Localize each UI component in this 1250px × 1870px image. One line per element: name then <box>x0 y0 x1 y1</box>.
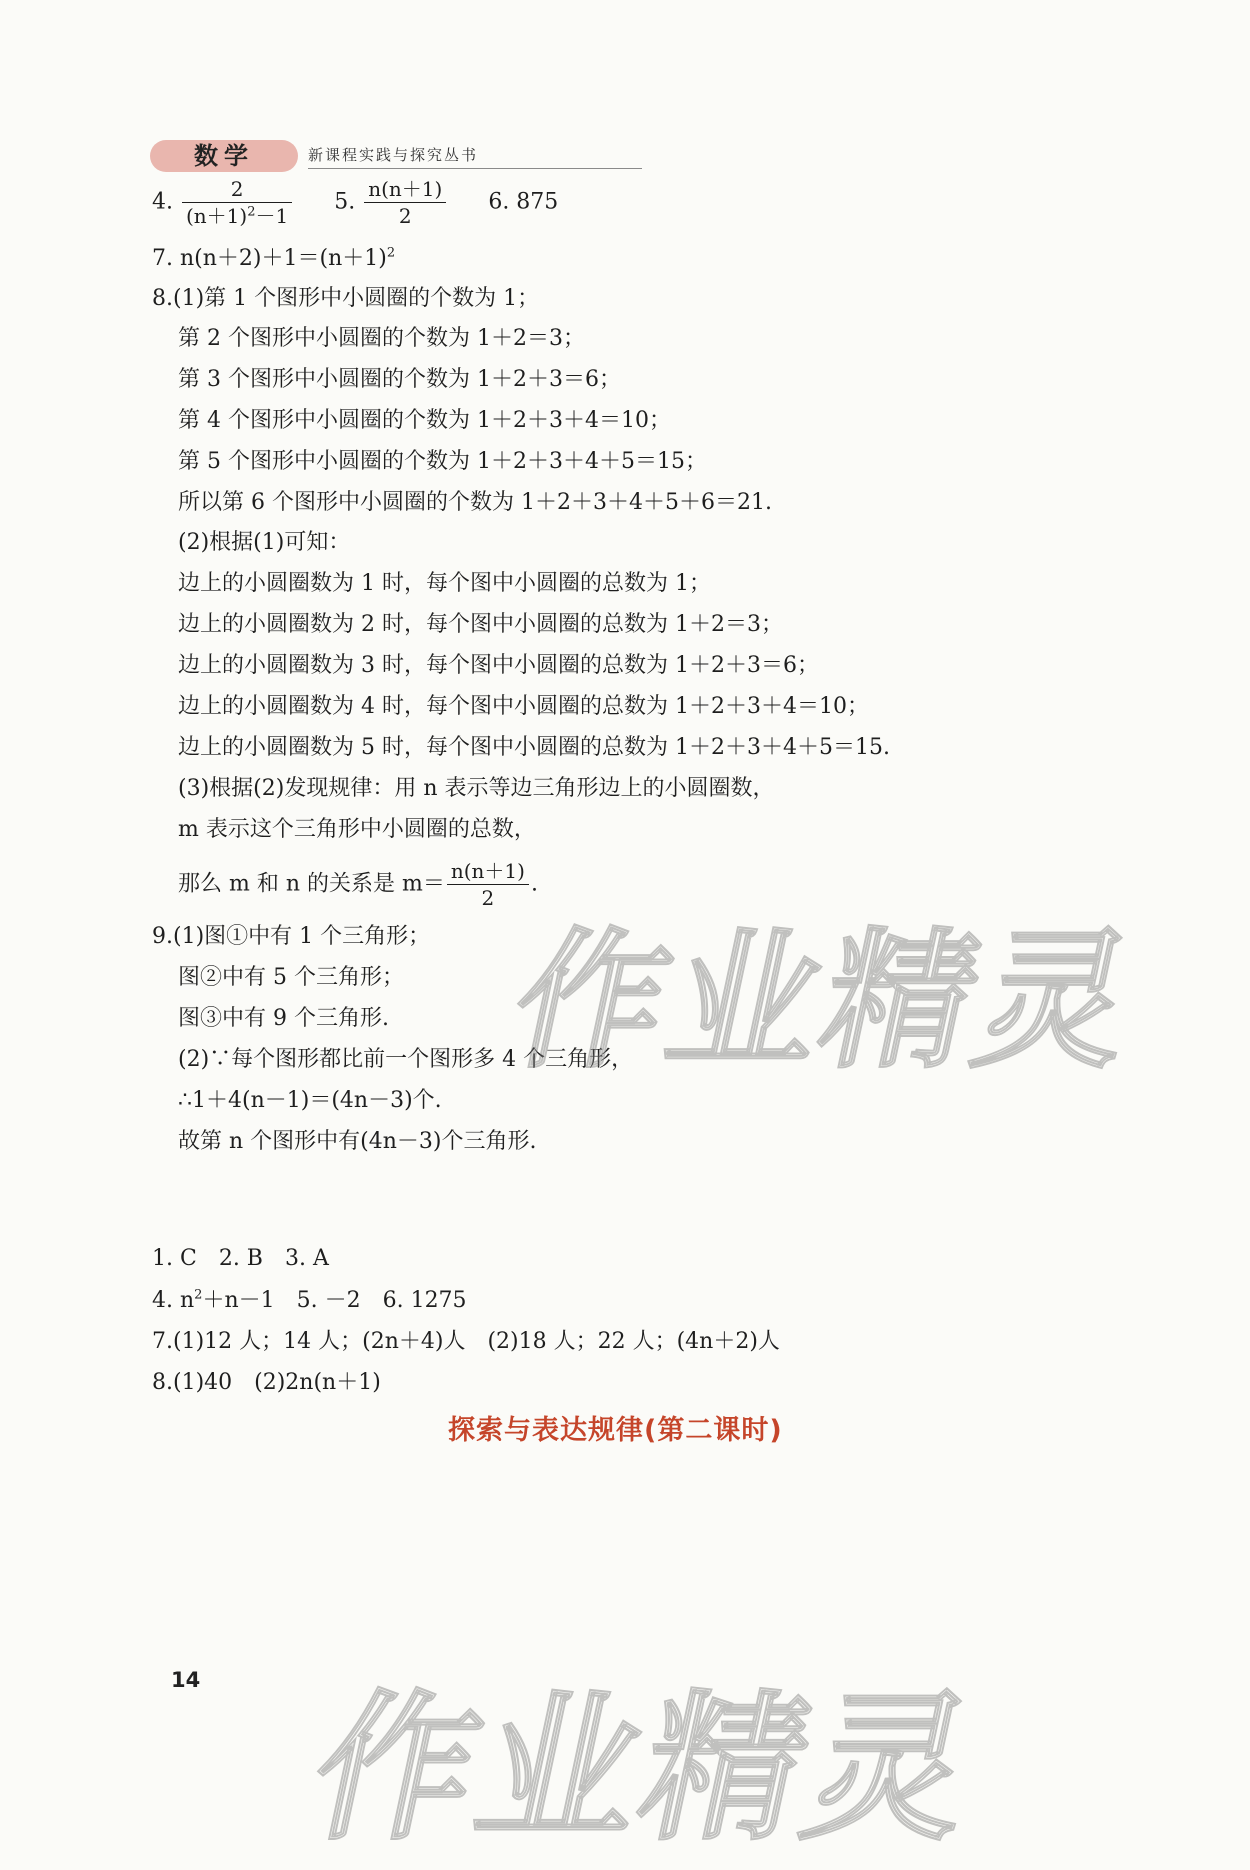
answer-line: 图③中有 9 个三角形. <box>178 1006 389 1031</box>
answer-line: 图②中有 5 个三角形； <box>178 965 404 990</box>
answer-line: (3)根据(2)发现规律：用 n 表示等边三角形边上的小圆圈数， <box>178 776 775 801</box>
answer-line: (2)根据(1)可知： <box>178 530 351 555</box>
answer-4b-text: 4. n <box>152 1288 195 1313</box>
page-number: 14 <box>171 1668 201 1692</box>
denominator-base: (n＋1) <box>186 204 248 228</box>
exponent: 2 <box>194 1287 203 1303</box>
answer-line: (2)∵每个图形都比前一个图形多 4 个三角形， <box>178 1047 634 1072</box>
section-title: 探索与表达规律(第二课时) <box>448 1415 783 1446</box>
exponent: 2 <box>247 204 256 220</box>
header-rule <box>308 168 642 169</box>
answer-line: 第 4 个图形中小圆圈的个数为 1＋2＋3＋4＝10； <box>178 408 671 433</box>
answer-line: 7.(1)12 人；14 人；(2n＋4)人 (2)18 人；22 人；(4n＋2)人 <box>152 1329 780 1354</box>
answer-4b-rest: ＋n－1 5. －2 6. 1275 <box>202 1288 467 1313</box>
relation-fraction <box>447 858 529 911</box>
fraction-numerator: n(n＋1) <box>368 177 443 201</box>
page-header <box>150 136 490 176</box>
series-title: 新课程实践与探究丛书 <box>308 146 479 164</box>
subject-badge: 数学 <box>150 140 298 172</box>
fraction-denominator <box>182 202 292 229</box>
watermark: 作业精灵 <box>297 1675 994 1862</box>
answer-7-text: 7. n(n＋2)＋1＝(n＋1) <box>152 246 387 271</box>
answer-line: 边上的小圆圈数为 2 时，每个图中小圆圈的总数为 1＋2＝3； <box>178 612 783 637</box>
answer-line-relation <box>178 858 538 911</box>
fraction-denominator: 2 <box>364 202 446 229</box>
answer-line: 故第 n 个图形中有(4n－3)个三角形. <box>178 1129 537 1154</box>
answer-5-label: 5. <box>334 189 356 215</box>
answer-line: ∴1＋4(n－1)＝(4n－3)个. <box>178 1088 442 1113</box>
answer-line: 第 5 个图形中小圆圈的个数为 1＋2＋3＋4＋5＝15； <box>178 449 707 474</box>
answer-line-4-6b <box>152 1286 467 1316</box>
fraction-numerator: 2 <box>230 177 244 201</box>
answer-line-7 <box>152 244 395 274</box>
answer-6: 6. 875 <box>488 189 559 215</box>
answer-line: 8.(1)40 (2)2n(n＋1) <box>152 1370 381 1395</box>
answer-line: 边上的小圆圈数为 1 时，每个图中小圆圈的总数为 1； <box>178 571 711 596</box>
answer-4-fraction <box>182 176 292 229</box>
answer-5-fraction <box>364 176 446 229</box>
answer-line: 边上的小圆圈数为 5 时，每个图中小圆圈的总数为 1＋2＋3＋4＋5＝15. <box>178 735 890 760</box>
answer-line: m 表示这个三角形中小圆圈的总数， <box>178 817 536 842</box>
fraction-numerator: n(n＋1) <box>450 859 525 883</box>
watermark: 作业精灵 <box>498 915 1152 1089</box>
relation-period: . <box>530 871 538 897</box>
answer-line: 第 2 个图形中小圆圈的个数为 1＋2＝3； <box>178 326 585 351</box>
answer-4-label: 4. <box>152 189 173 215</box>
answer-line: 9.(1)图①中有 1 个三角形； <box>152 924 431 949</box>
answer-line: 第 3 个图形中小圆圈的个数为 1＋2＋3＝6； <box>178 367 621 392</box>
answer-line-4-6 <box>152 176 558 229</box>
answer-line: 边上的小圆圈数为 4 时，每个图中小圆圈的总数为 1＋2＋3＋4＝10； <box>178 694 869 719</box>
relation-text: 那么 m 和 n 的关系是 m＝ <box>178 871 445 897</box>
denominator-rest: －1 <box>255 204 289 228</box>
answer-line: 8.(1)第 1 个图形中小圆圈的个数为 1； <box>152 286 540 311</box>
answer-line: 所以第 6 个图形中小圆圈的个数为 1＋2＋3＋4＋5＋6＝21. <box>178 490 772 515</box>
answer-line: 1. C 2. B 3. A <box>152 1246 329 1271</box>
exponent: 2 <box>386 245 396 261</box>
answer-line: 边上的小圆圈数为 3 时，每个图中小圆圈的总数为 1＋2＋3＝6； <box>178 653 819 678</box>
fraction-denominator: 2 <box>447 884 529 911</box>
